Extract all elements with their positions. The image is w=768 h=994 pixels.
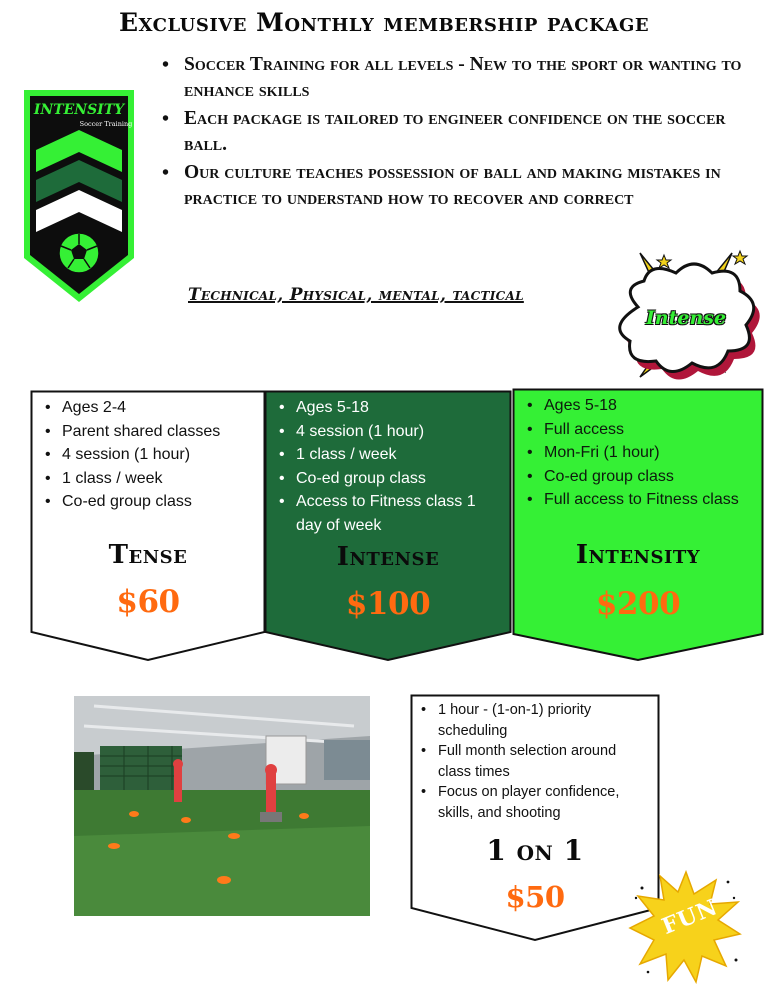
plan-price: $100: [345, 586, 431, 622]
feature-item: • 4 session (1 hour): [278, 420, 502, 444]
training-pillars: Technical, Physical, mental, tactical: [188, 285, 524, 305]
soccer-ball-icon: [59, 233, 99, 273]
feature-item: • 1 hour - (1-on-1) priority scheduling: [420, 700, 650, 741]
plan-name: 1 on 1: [486, 834, 584, 867]
feature-item: • Full month selection around class times: [420, 741, 650, 782]
feature-item: • Mon-Fri (1 hour): [526, 441, 754, 465]
feature-item: • Parent shared classes: [44, 420, 256, 444]
plan-features: [420, 700, 650, 823]
feature-item: • Co-ed group class: [526, 465, 754, 489]
feature-item: • Access to Fitness class 1 day of week: [278, 490, 502, 537]
plan-card-intensity: [512, 388, 764, 662]
plan-card-tense: [30, 390, 266, 662]
feature-item: • Full access: [526, 418, 754, 442]
feature-item: • 1 class / week: [278, 443, 502, 467]
plan-price: $200: [595, 586, 681, 622]
plan-card-intense: [264, 390, 512, 662]
training-facility-photo: [74, 696, 370, 916]
plan-name: Intense: [336, 542, 440, 572]
plan-features: [526, 394, 754, 512]
intense-badge-label: Intense: [645, 307, 727, 329]
plan-name: Intensity: [575, 540, 701, 570]
feature-item: • 1 class / week: [44, 467, 256, 491]
feature-item: • Full access to Fitness class: [526, 488, 754, 512]
intro-list: [160, 52, 760, 214]
feature-item: • Ages 5-18: [526, 394, 754, 418]
feature-item: • Co-ed group class: [278, 467, 502, 491]
plan-price: $60: [116, 584, 180, 620]
plan-price: $50: [505, 880, 565, 914]
feature-item: • Focus on player confidence, skills, and shooting: [420, 782, 650, 823]
plan-name: Tense: [108, 540, 188, 570]
feature-item: • Ages 5-18: [278, 396, 502, 420]
intensity-logo: [20, 88, 138, 306]
plan-card-one-on-one: [410, 694, 660, 942]
intro-item: • Each package is tailored to engineer confidence on the soccer ball.: [160, 106, 760, 158]
fun-badge-label: FUN: [658, 894, 722, 940]
feature-item: • Ages 2-4: [44, 396, 256, 420]
logo-brand: INTENSITY: [33, 102, 125, 118]
feature-item: • 4 session (1 hour): [44, 443, 256, 467]
intro-item: • Our culture teaches possession of ball and making mistakes in practice to understand how to recover and correct: [160, 160, 760, 212]
intro-item: • Soccer Training for all levels - New to the sport or wanting to enhance skills: [160, 52, 760, 104]
plan-features: [44, 396, 256, 514]
feature-item: • Co-ed group class: [44, 490, 256, 514]
plan-features: [278, 396, 502, 537]
logo-subtitle: Soccer Training: [79, 120, 133, 128]
page-title: Exclusive Monthly membership package: [118, 8, 650, 37]
